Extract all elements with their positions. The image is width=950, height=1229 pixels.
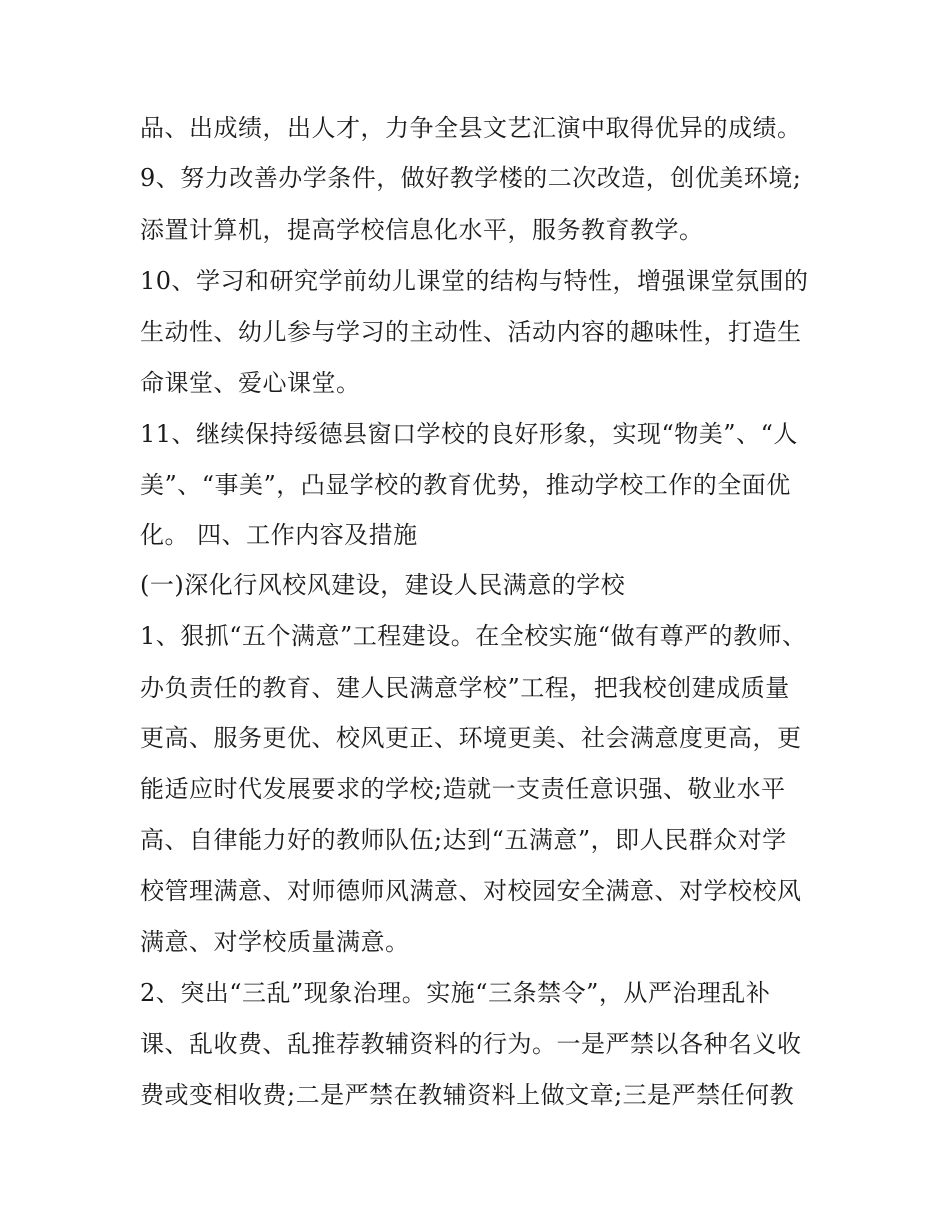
text-line: 美”、“事美”，凸显学校的教育优势，推动学校工作的全面优	[140, 471, 791, 499]
text-line: 高、自律能力好的教师队伍;达到“五满意”，即人民群众对学	[140, 826, 787, 854]
text-line: 办负责任的教育、建人民满意学校”工程，把我校创建成质量	[140, 674, 790, 702]
text-line: 费或变相收费;二是严禁在教辅资料上做文章;三是严禁任何教	[140, 1081, 795, 1109]
text-line: 能适应时代发展要求的学校;造就一支责任意识强、敬业水平	[140, 775, 786, 803]
text-line: 添置计算机，提高学校信息化水平，服务教育教学。	[140, 216, 704, 244]
text-line: 满意、对学校质量满意。	[140, 928, 410, 956]
text-line: 11、继续保持绥德县窗口学校的良好形象，实现“物美”、“人	[140, 420, 798, 448]
section-heading: (一)深化行风校风建设，建设人民满意的学校	[140, 571, 626, 599]
text-line: 9、努力改善办学条件，做好教学楼的二次改造，创优美环境;	[140, 164, 802, 192]
text-line: 1、狠抓“五个满意”工程建设。在全校实施“做有尊严的教师、	[140, 622, 807, 650]
text-line: 更高、服务更优、校风更正、环境更美、社会满意度更高，更	[140, 724, 802, 752]
text-line: 生动性、幼儿参与学习的主动性、活动内容的趣味性，打造生	[140, 318, 802, 346]
text-line: 品、出成绩，出人才，力争全县文艺汇演中取得优异的成绩。	[140, 114, 802, 142]
text-line: 命课堂、爱心课堂。	[140, 369, 361, 397]
text-line: 校管理满意、对师德师风满意、对校园安全满意、对学校校风	[140, 877, 802, 905]
text-line: 2、突出“三乱”现象治理。实施“三条禁令”，从严治理乱补	[140, 979, 771, 1007]
text-line: 课、乱收费、乱推荐教辅资料的行为。一是严禁以各种名义收	[140, 1030, 802, 1058]
text-line: 化。 四、工作内容及措施	[140, 521, 418, 549]
text-line: 10、学习和研究学前幼儿课堂的结构与特性，增强课堂氛围的	[140, 267, 809, 295]
